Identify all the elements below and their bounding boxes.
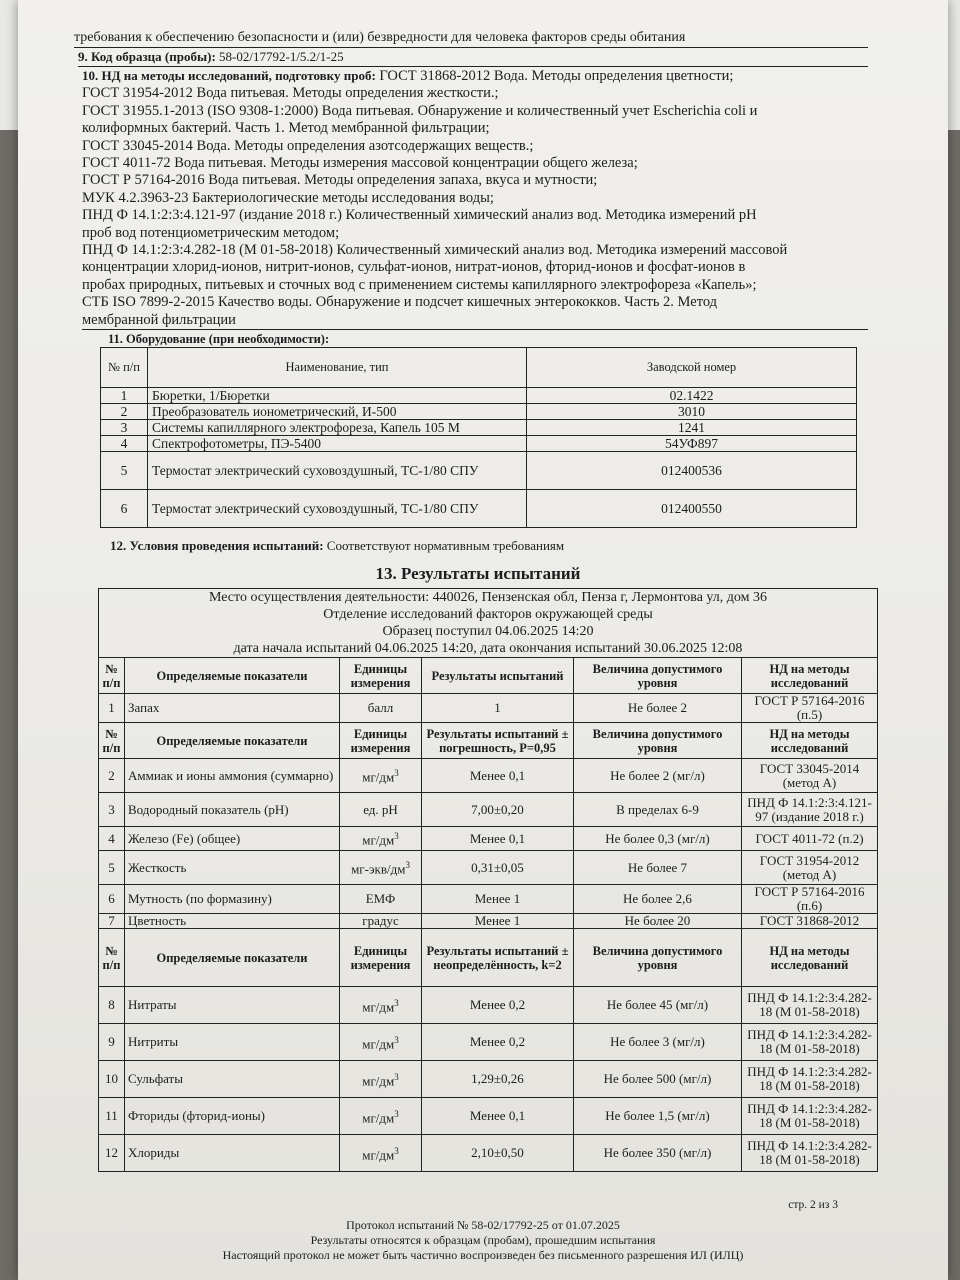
row-result: Менее 0,1 [422, 827, 574, 851]
equipment-name: Преобразователь ионометрический, И-500 [148, 404, 527, 420]
row-result: Менее 0,2 [422, 987, 574, 1024]
methods-section [82, 67, 868, 330]
header-num: № п/п [99, 929, 125, 987]
row-indicator: Фториды (фторид-ионы) [125, 1098, 340, 1135]
place-line: Образец поступил 04.06.2025 14:20 [382, 624, 594, 640]
table-row [101, 436, 857, 452]
test-conditions [110, 538, 868, 554]
table-row [99, 1024, 878, 1061]
document-page [18, 0, 948, 1280]
row-limit: Не более 2 [574, 694, 742, 723]
sample-code-label: 9. Код образца (пробы): [78, 49, 216, 64]
methods-line: ГОСТ 31955.1-2013 (ISO 9308-1:2000) Вода питьевая. Обнаружение и количественный учет Escherichia coli и [82, 102, 758, 119]
methods-line: концентрации хлорид-ионов, нитрит-ионов, сульфат-ионов, нитрат-ионов, фторид-ионов и фосфат-ионов в [82, 259, 746, 276]
equipment-name: Спектрофотометры, ПЭ-5400 [148, 436, 527, 452]
row-num: 3 [99, 793, 125, 827]
equipment-header-num: № п/п [101, 348, 148, 388]
row-indicator: Запах [125, 694, 340, 723]
equipment-serial: 02.1422 [527, 388, 857, 404]
equipment-name: Термостат электрический суховоздушный, ТС-1/80 СПУ [148, 452, 527, 490]
equipment-num: 6 [101, 490, 148, 528]
methods-line: мембранной фильтрации [82, 312, 868, 330]
row-indicator: Цветность [125, 914, 340, 929]
row-method: ГОСТ 31868-2012 [742, 914, 878, 929]
row-method: ПНД Ф 14.1:2:3:4.282-18 (М 01-58-2018) [742, 1098, 878, 1135]
table-row [99, 885, 878, 914]
row-method: ПНД Ф 14.1:2:3:4.121-97 (издание 2018 г.) [742, 793, 878, 827]
row-method: ГОСТ 31954-2012 (метод А) [742, 851, 878, 885]
header-num: № п/п [99, 723, 125, 759]
equipment-serial: 012400550 [527, 490, 857, 528]
equipment-name: Термостат электрический суховоздушный, ТС-1/80 СПУ [148, 490, 527, 528]
row-method: ГОСТ Р 57164-2016 (п.5) [742, 694, 878, 723]
row-result: 0,31±0,05 [422, 851, 574, 885]
row-num: 11 [99, 1098, 125, 1135]
row-method: ГОСТ 33045-2014 (метод А) [742, 759, 878, 793]
row-limit: Не более 500 (мг/л) [574, 1061, 742, 1098]
sample-code-value: 58-02/17792-1/5.2/1-25 [215, 49, 344, 64]
methods-line: колиформных бактерий. Часть 1. Метод мембранной фильтрации; [82, 120, 490, 137]
row-result: 1,29±0,26 [422, 1061, 574, 1098]
equipment-name: Системы капиллярного электрофореза, Капель 105 М [148, 420, 527, 436]
footer-line: Результаты относятся к образцам (пробам), прошедшим испытания [310, 1233, 656, 1247]
header-num: № п/п [99, 658, 125, 694]
methods-line: СТБ ISO 7899-2-2015 Качество воды. Обнаружение и подсчет кишечных энтерококков. Часть 2. Метод [82, 294, 718, 311]
header-unit: Единицы измерения [340, 658, 422, 694]
row-unit: ед. pH [340, 793, 422, 827]
row-unit: балл [340, 694, 422, 723]
table-row [99, 694, 878, 723]
results-header [99, 929, 878, 987]
equipment-num: 2 [101, 404, 148, 420]
row-limit: В пределах 6-9 [574, 793, 742, 827]
test-conditions-label: 12. Условия проведения испытаний: [110, 538, 324, 554]
methods-line: ГОСТ Р 57164-2016 Вода питьевая. Методы определения запаха, вкуса и мутности; [82, 172, 598, 189]
methods-line: МУК 4.2.3963-23 Бактериологические методы исследования воды; [82, 189, 494, 206]
place-line: дата начала испытаний 04.06.2025 14:20, дата окончания испытаний 30.06.2025 12:08 [233, 641, 743, 657]
row-unit: $мг/дм^3$ [340, 987, 422, 1024]
row-indicator: Нитраты [125, 987, 340, 1024]
methods-label: 10. НД на методы исследований, подготовку проб: [82, 68, 376, 83]
row-limit: Не более 3 (мг/л) [574, 1024, 742, 1061]
row-limit: Не более 1,5 (мг/л) [574, 1098, 742, 1135]
table-row [99, 914, 878, 929]
row-limit: Не более 350 (мг/л) [574, 1135, 742, 1172]
row-num: 6 [99, 885, 125, 914]
results-table [98, 588, 878, 1172]
equipment-serial: 3010 [527, 404, 857, 420]
row-unit: градус [340, 914, 422, 929]
row-limit: Не более 0,3 (мг/л) [574, 827, 742, 851]
equipment-header-serial: Заводской номер [527, 348, 857, 388]
equipment-num: 1 [101, 388, 148, 404]
equipment-heading: 11. Оборудование (при необходимости): [108, 332, 330, 347]
place-line: Место осуществления деятельности: 440026, Пензенская обл, Пенза г, Лермонтова ул, дом 36 [208, 590, 768, 606]
row-result: 7,00±0,20 [422, 793, 574, 827]
header-result: Результаты испытаний [422, 658, 574, 694]
row-indicator: Нитриты [125, 1024, 340, 1061]
table-row [99, 851, 878, 885]
test-conditions-value: Соответствуют нормативным требованиям [323, 538, 565, 554]
table-row [99, 793, 878, 827]
footer-line: Настоящий протокол не может быть частично воспроизведен без письменного разрешения ИЛ (ИЛЦ) [222, 1248, 744, 1262]
row-limit: Не более 45 (мг/л) [574, 987, 742, 1024]
row-method: ПНД Ф 14.1:2:3:4.282-18 (М 01-58-2018) [742, 1024, 878, 1061]
row-result: Менее 0,2 [422, 1024, 574, 1061]
row-method: ПНД Ф 14.1:2:3:4.282-18 (М 01-58-2018) [742, 987, 878, 1024]
footer-line: Протокол испытаний № 58-02/17792-25 от 01.07.2025 [346, 1218, 620, 1232]
table-row [101, 490, 857, 528]
header-method: НД на методы исследований [742, 723, 878, 759]
row-indicator: Мутность (по формазину) [125, 885, 340, 914]
row-method: ГОСТ Р 57164-2016 (п.6) [742, 885, 878, 914]
header-method: НД на методы исследований [742, 658, 878, 694]
row-method: ПНД Ф 14.1:2:3:4.282-18 (М 01-58-2018) [742, 1061, 878, 1098]
methods-line: пробах природных, питьевых и сточных вод с применением системы капиллярного электрофореза «Капель»; [82, 276, 757, 293]
row-result: Менее 1 [422, 885, 574, 914]
row-num: 12 [99, 1135, 125, 1172]
table-row [99, 1061, 878, 1098]
row-limit: Не более 2 (мг/л) [574, 759, 742, 793]
table-row [99, 827, 878, 851]
header-result: Результаты испытаний ± погрешность, P=0,95 [422, 723, 574, 759]
row-indicator: Водородный показатель (pH) [125, 793, 340, 827]
row-num: 4 [99, 827, 125, 851]
methods-line: ГОСТ 31954-2012 Вода питьевая. Методы определения жесткости.; [82, 85, 499, 102]
row-num: 7 [99, 914, 125, 929]
row-unit: $мг-экв/дм^3$ [340, 851, 422, 885]
row-unit: $мг/дм^3$ [340, 1024, 422, 1061]
results-title: 13. Результаты испытаний [375, 564, 581, 584]
row-indicator: Жесткость [125, 851, 340, 885]
methods-line: ГОСТ 33045-2014 Вода. Методы определения азотсодержащих веществ.; [82, 137, 534, 154]
equipment-num: 4 [101, 436, 148, 452]
header-method: НД на методы исследований [742, 929, 878, 987]
results-place-block [99, 589, 878, 658]
sample-code [78, 48, 868, 67]
row-unit: $мг/дм^3$ [340, 1098, 422, 1135]
row-num: 9 [99, 1024, 125, 1061]
row-limit: Не более 20 [574, 914, 742, 929]
row-result: Менее 0,1 [422, 1098, 574, 1135]
place-line: Отделение исследований факторов окружающей среды [323, 607, 653, 623]
header-limit: Величина допустимого уровня [574, 929, 742, 987]
row-limit: Не более 7 [574, 851, 742, 885]
row-unit: $мг/дм^3$ [340, 759, 422, 793]
table-row [101, 420, 857, 436]
equipment-name: Бюретки, 1/Бюретки [148, 388, 527, 404]
row-indicator: Хлориды [125, 1135, 340, 1172]
row-method: ПНД Ф 14.1:2:3:4.282-18 (М 01-58-2018) [742, 1135, 878, 1172]
methods-line: ПНД Ф 14.1:2:3:4.121-97 (издание 2018 г.) Количественный химический анализ вод. Методика измерений pH [82, 207, 757, 224]
document-content [68, 30, 872, 1172]
methods-line: ГОСТ 4011-72 Вода питьевая. Методы измерения массовой концентрации общего железа; [82, 155, 638, 172]
requirements-line: требования к обеспечению безопасности и (или) безвредности для человека факторов среды обитания [74, 30, 868, 48]
header-result: Результаты испытаний ± неопределённость, k=2 [422, 929, 574, 987]
row-limit: Не более 2,6 [574, 885, 742, 914]
results-header [99, 658, 878, 694]
row-unit: ЕМФ [340, 885, 422, 914]
results-header [99, 723, 878, 759]
table-row [101, 404, 857, 420]
equipment-serial: 54УФ897 [527, 436, 857, 452]
row-result: 2,10±0,50 [422, 1135, 574, 1172]
row-unit: $мг/дм^3$ [340, 1135, 422, 1172]
header-limit: Величина допустимого уровня [574, 723, 742, 759]
row-unit: $мг/дм^3$ [340, 1061, 422, 1098]
row-num: 10 [99, 1061, 125, 1098]
row-indicator: Аммиак и ионы аммония (суммарно) [125, 759, 340, 793]
equipment-num: 3 [101, 420, 148, 436]
header-indicator: Определяемые показатели [125, 658, 340, 694]
equipment-serial: 1241 [527, 420, 857, 436]
table-row [99, 759, 878, 793]
header-indicator: Определяемые показатели [125, 929, 340, 987]
table-row [99, 987, 878, 1024]
equipment-table [100, 347, 857, 528]
page-number: стр. 2 из 3 [788, 1199, 838, 1211]
methods-line: ГОСТ 31868-2012 Вода. Методы определения цветности; [375, 68, 734, 84]
equipment-header-name: Наименование, тип [148, 348, 527, 388]
methods-line: ПНД Ф 14.1:2:3:4.282-18 (М 01-58-2018) Количественный химический анализ вод. Методика измерений массовой [82, 242, 788, 259]
row-num: 2 [99, 759, 125, 793]
row-indicator: Железо (Fe) (общее) [125, 827, 340, 851]
row-unit: $мг/дм^3$ [340, 827, 422, 851]
header-unit: Единицы измерения [340, 723, 422, 759]
table-row [101, 452, 857, 490]
row-result: 1 [422, 694, 574, 723]
row-indicator: Сульфаты [125, 1061, 340, 1098]
header-indicator: Определяемые показатели [125, 723, 340, 759]
row-num: 1 [99, 694, 125, 723]
header-unit: Единицы измерения [340, 929, 422, 987]
equipment-num: 5 [101, 452, 148, 490]
row-result: Менее 1 [422, 914, 574, 929]
row-num: 5 [99, 851, 125, 885]
table-row [99, 1135, 878, 1172]
row-num: 8 [99, 987, 125, 1024]
row-result: Менее 0,1 [422, 759, 574, 793]
row-method: ГОСТ 4011-72 (п.2) [742, 827, 878, 851]
table-row [101, 388, 857, 404]
header-limit: Величина допустимого уровня [574, 658, 742, 694]
equipment-serial: 012400536 [527, 452, 857, 490]
methods-line: проб вод потенциометрическим методом; [82, 224, 340, 241]
table-row [99, 1098, 878, 1135]
